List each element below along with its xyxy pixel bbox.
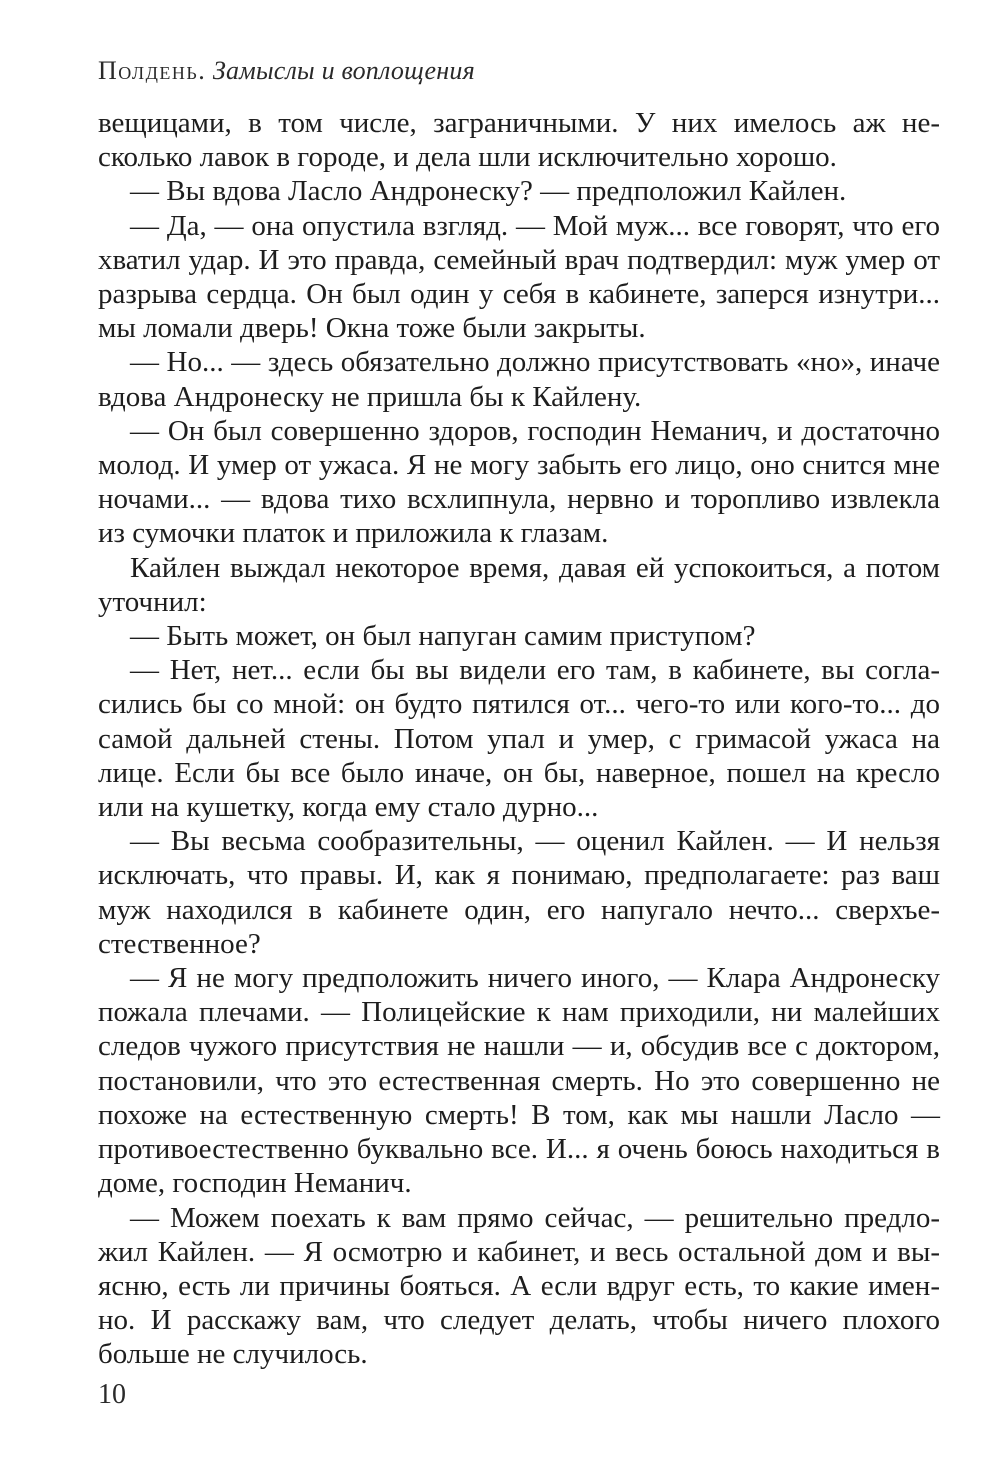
paragraph: — Я не могу предположить ничего иного, — Клара Андронеску пожала плечами. — Полицейские к нам приходили, ни малейших следов чужого присутствия не нашли — и, обсудив все с доктором, постановили, что это естественная смерть. Но это совершенно не похоже на естественную смерть! В том, как мы нашли Ласло — противоестественно буквально все. И... я очень боюсь находиться в доме, господин Неманич. — [98, 962, 940, 1200]
paragraph: — Можем поехать к вам прямо сейчас, — решительно предложил Кайлен. — Я осмотрю и кабинет, и весь остальной дом и выясню, есть ли причины бояться. А если вдруг есть, то какие именно. И расскажу вам, что следует делать, чтобы ничего плохого больше не случилось. — [98, 1201, 940, 1371]
paragraph: — Нет, нет... если бы вы видели его там, в кабинете, вы согласились бы со мной: он будто пятился от... чего-то или кого-то... до самой дальней стены. Потом упал и умер, с гримасой ужаса на лице. Если бы все было иначе, он бы, наверное, пошел на кресло или на кушетку, когда ему стало дурно... — [98, 654, 940, 824]
paragraph: — Вы вдова Ласло Андронеску? — предположил Кайлен. — [130, 175, 847, 208]
running-head — [98, 54, 475, 88]
running-head-section: Полдень. — [98, 56, 207, 85]
running-head-subtitle: Замыслы и воплощения — [212, 56, 475, 85]
paragraph: — Но... — здесь обязательно должно присутствовать «но», иначе вдова Андронеску не пришла бы к Кайлену. — [98, 346, 940, 413]
paragraph: — Да, — она опустила взгляд. — Мой муж... все говорят, что его хватил удар. И это правда, семейный врач подтвердил: муж умер от разрыва сердца. Он был один у себя в кабинете, заперся изнутри... мы ломали дверь! Окна тоже были закрыты. — [98, 209, 940, 345]
paragraph: — Вы весьма сообразительны, — оценил Кайлен. — И нельзя исключать, что правы. И, как я понимаю, предполагаете: раз ваш муж находился в кабинете один, его напугало нечто... сверхъестественное? — [98, 825, 940, 960]
paragraph: — Быть может, он был напуган самим приступом? — [130, 620, 756, 653]
page-number: 10 — [98, 1379, 126, 1410]
paragraph: — Он был совершенно здоров, господин Неманич, и достаточно молод. И умер от ужаса. Я не могу забыть его лицо, оно снится мне ночами... — вдова тихо всхлипнула, нервно и торопливо извлекла из сумочки платок и приложила к глазам. — [98, 414, 940, 550]
paragraph: Кайлен выждал некоторое время, давая ей успокоиться, а потом уточнил: — [98, 551, 940, 618]
body-text — [98, 106, 940, 1372]
paragraph-continued: вещицами, в том числе, заграничными. У них имелось аж несколько лавок в городе, и дела шли исключительно хорошо. — [98, 107, 940, 174]
